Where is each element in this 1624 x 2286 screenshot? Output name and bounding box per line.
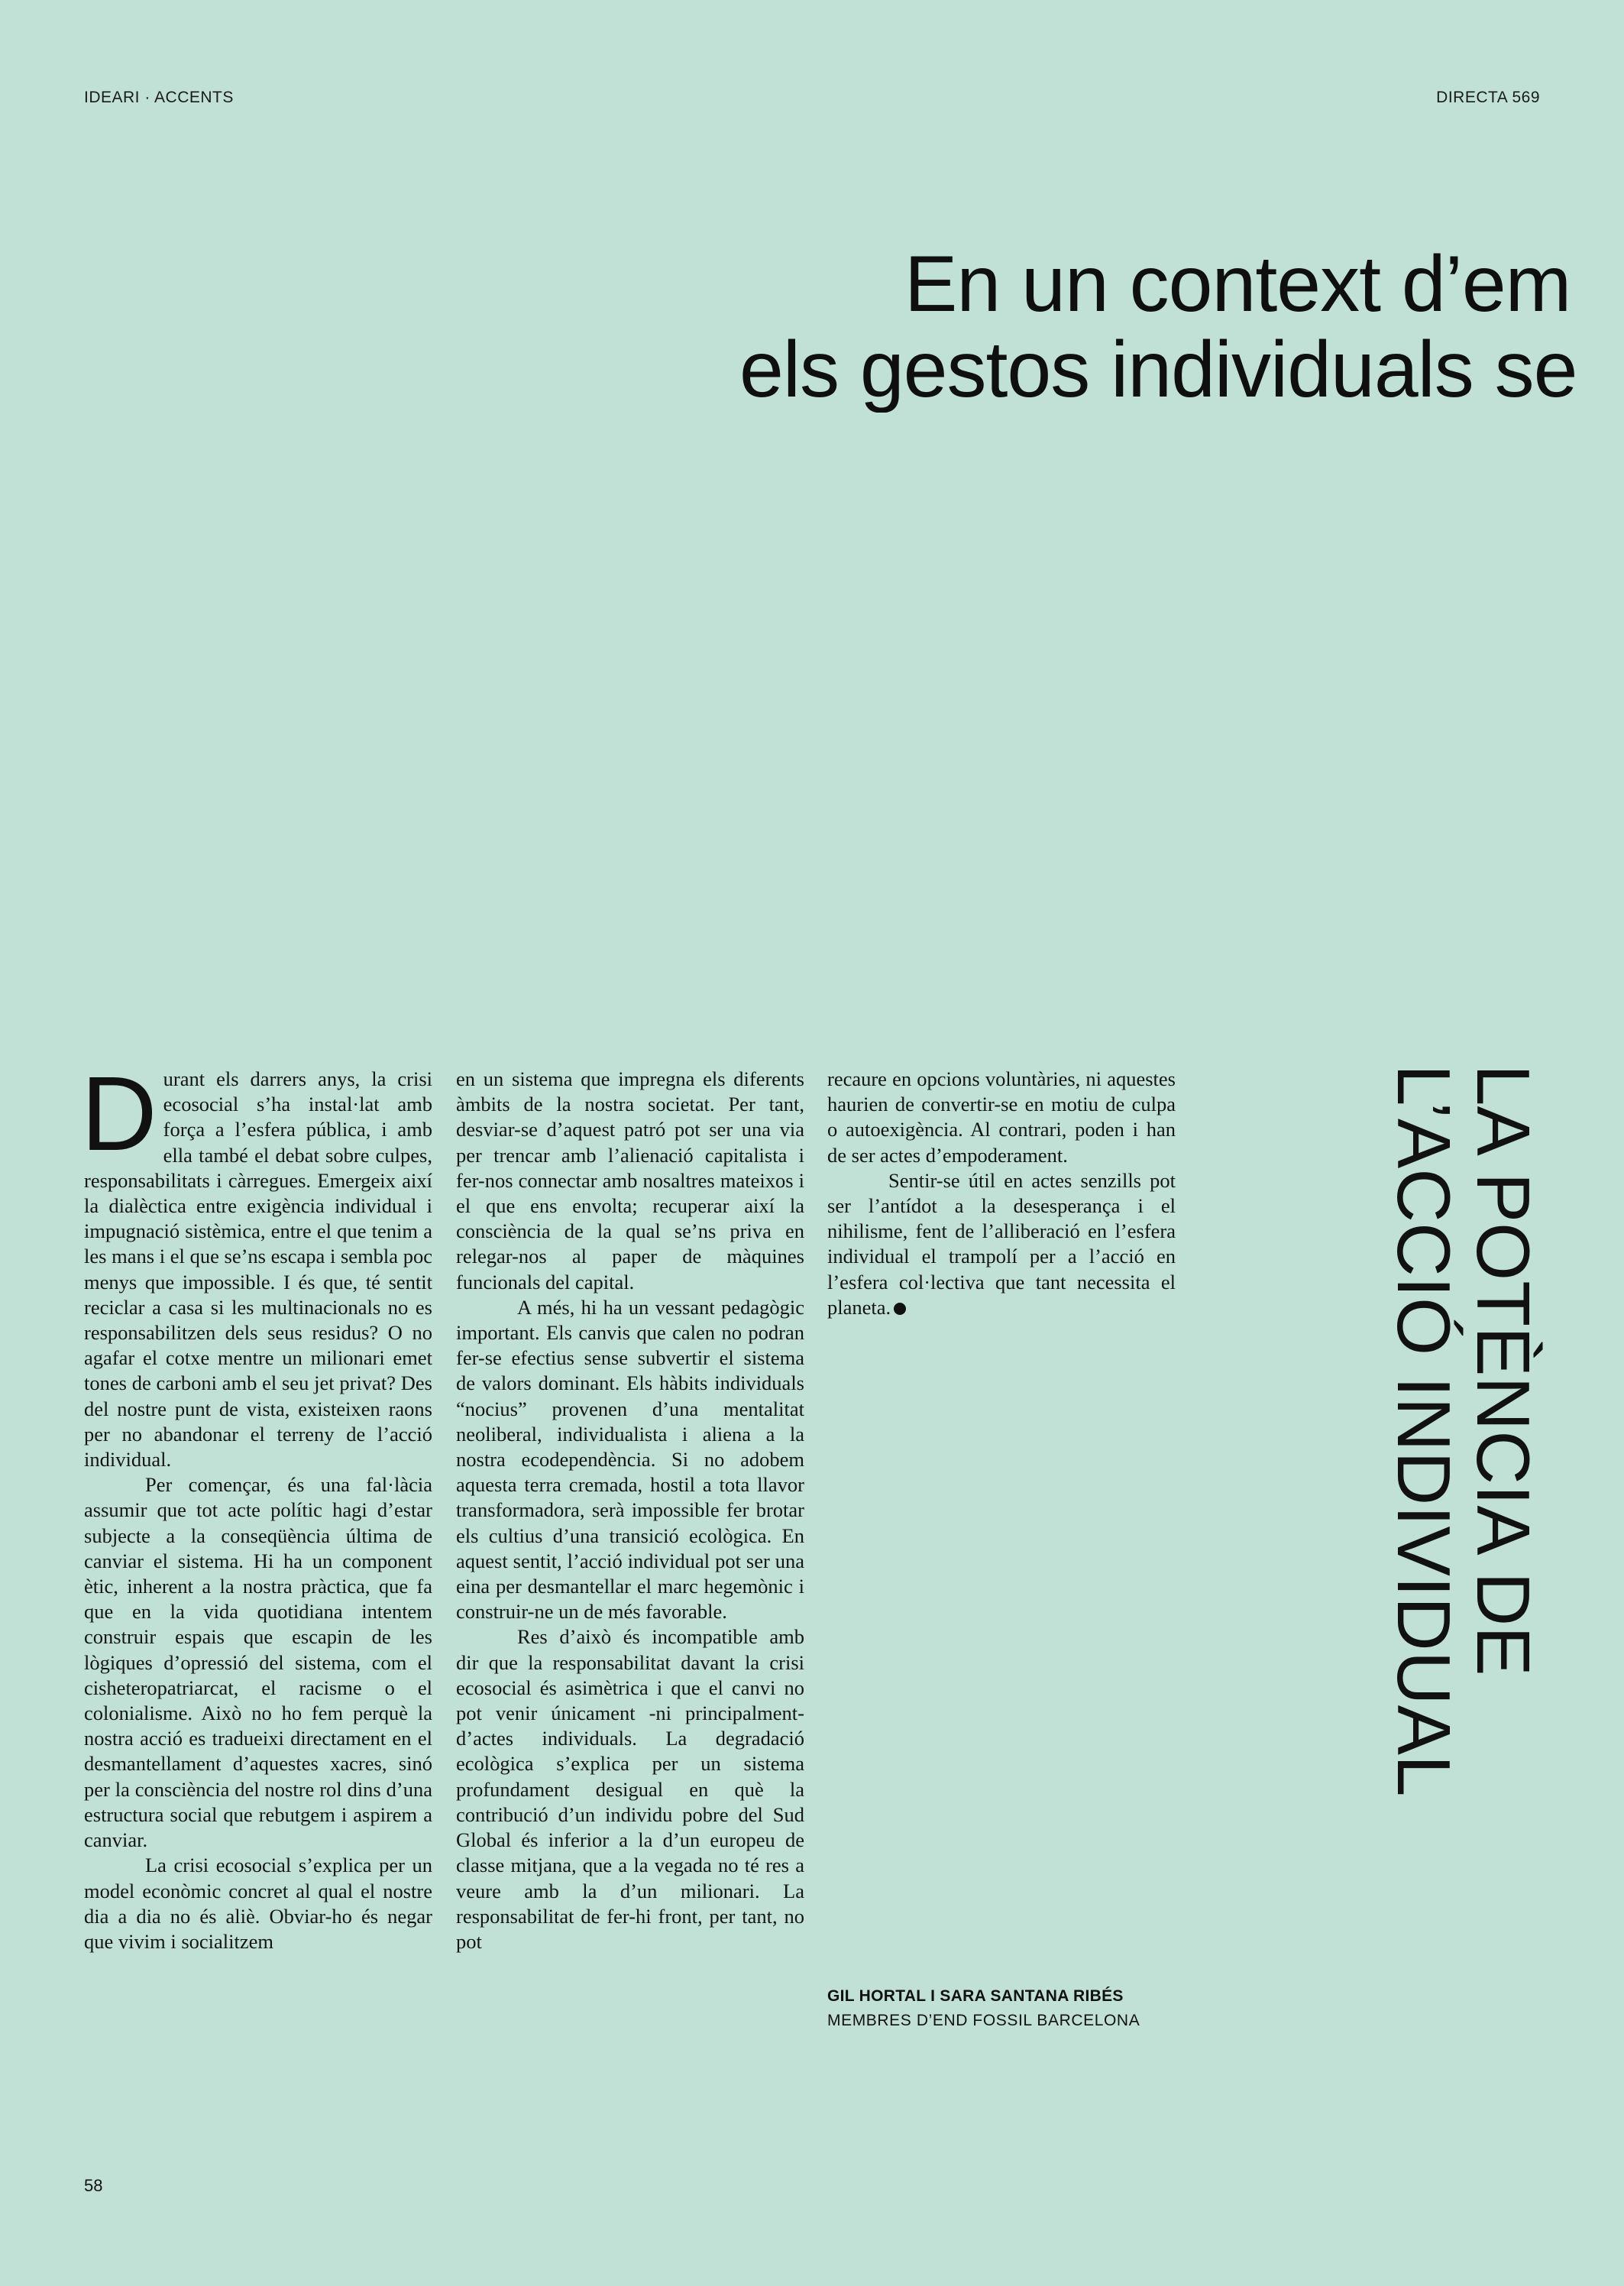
- headline-line-1: En un context d’em: [904, 241, 1571, 329]
- author-name: GIL HORTAL I SARA SANTANA RIBÉS: [827, 1987, 1124, 2005]
- paragraph: Per començar, és una fal·làcia assumir que tot acte polític hagi d’estar subjecte a la conseqüència última de canviar el sistema. Hi ha un component ètic, inherent a la nostra pràctica, que fa que en la vida quotidiana intentem construir espais que escapin de les lògiques d’opressió del sistema, com el cisheteropatriarcat, el racisme o el colonialisme. Això no ho fem perquè la nostra acció es tradueixi directament en el desmantellament d’aquestes xacres, sinó per la consciència del nostre rol dins d’una estructura social que rebutgem i aspirem a canviar.: [84, 1473, 432, 1852]
- paragraph: Sentir-se útil en actes senzills pot ser l’antídot a la desesperança i el nihilisme, fent de l’alliberació en l’esfera individual el trampolí per a l’acció en l’esfera col·lectiva que tant necessita el planeta.: [827, 1168, 1176, 1319]
- article-column-2: [456, 1067, 804, 1954]
- title-line-2: L’ACCIÓ INDIVIDUAL: [1382, 1064, 1466, 1797]
- article-column-1: [81, 1055, 432, 1954]
- author-block: [827, 1985, 1140, 2034]
- headline-line-2: els gestos individuals se: [739, 325, 1577, 413]
- issue-label: DIRECTA 569: [1436, 89, 1540, 106]
- drop-cap: D: [81, 1055, 157, 1173]
- paragraph: en un sistema que impregna els diferents àmbits de la nostra societat. Per tant, desviar-se d’aquest patró pot ser una via per trencar amb l’alienació capitalista i fer-nos connectar amb nosaltres mateixos i el que ens envolta; recuperar així la consciència de la qual se’ns priva en relegar-nos al paper de màquines funcionals del capital.: [456, 1067, 804, 1294]
- paragraph: recaure en opcions voluntàries, ni aquestes haurien de convertir-se en motiu de culpa o autoexigència. Al contrari, poden i han de ser actes d’empoderament.: [827, 1067, 1176, 1167]
- title-line-1: LA POTÈNCIA DE: [1461, 1064, 1545, 1676]
- end-mark-icon: [894, 1303, 906, 1315]
- paragraph: Res d’això és incompatible amb dir que la responsabilitat davant la crisi ecosocial és asimètrica i que el canvi no pot venir únicament -ni principalment- d’actes individuals. La degradació ecològica s’explica per un sistema profundament desigual en què la contribució d’un individu pobre del Sud Global és inferior a la d’un europeu de classe mitjana, que a la vegada no té res a veure amb la d’un milionari. La responsabilitat de fer-hi front, per tant, no pot: [456, 1625, 804, 1953]
- article-title: [1383, 1064, 1543, 1874]
- paragraph: urant els darrers anys, la crisi ecosocial s’ha instal·lat amb força a l’esfera pública, i amb ella també el debat sobre culpes, responsabilitats i càrregues. Emergeix així la dialèctica entre exigència individual i impugnació sistèmica, entre el que tenim a les mans i el que se’ns escapa i sembla poc menys que impossible. I és que, té sentit reciclar a casa si les multinacionals no es responsabilitzen dels seus residus? O no agafar el cotxe mentre un milionari emet tones de carboni amb el seu jet privat? Des del nostre punt de vista, existeixen raons per no abandonar el terreny de l’acció individual.: [84, 1067, 432, 1472]
- section-label: IDEARI · ACCENTS: [84, 89, 234, 106]
- article-column-3: [827, 1067, 1176, 1320]
- paragraph: A més, hi ha un vessant pedagògic important. Els canvis que calen no podran fer-se efectius sense subvertir el sistema de valors dominant. Els hàbits individuals “nocius” provenen d’una mentalitat neoliberal, individualista i aliena a la nostra ecodependència. Si no adobem aquesta terra cremada, hostil a tota llavor transformadora, serà impossible fer brotar els cultius d’una transició ecològica. En aquest sentit, l’acció individual pot ser una eina per desmantellar el marc hegemònic i construir-ne un de més favorable.: [456, 1295, 804, 1624]
- page-number: 58: [84, 2176, 103, 2195]
- paragraph: La crisi ecosocial s’explica per un model econòmic concret al qual el nostre dia a dia no és aliè. Obviar-ho és negar que vivim i socialitzem: [84, 1854, 432, 1953]
- headline: [739, 241, 1624, 413]
- author-role: MEMBRES D’END FOSSIL BARCELONA: [827, 2012, 1140, 2029]
